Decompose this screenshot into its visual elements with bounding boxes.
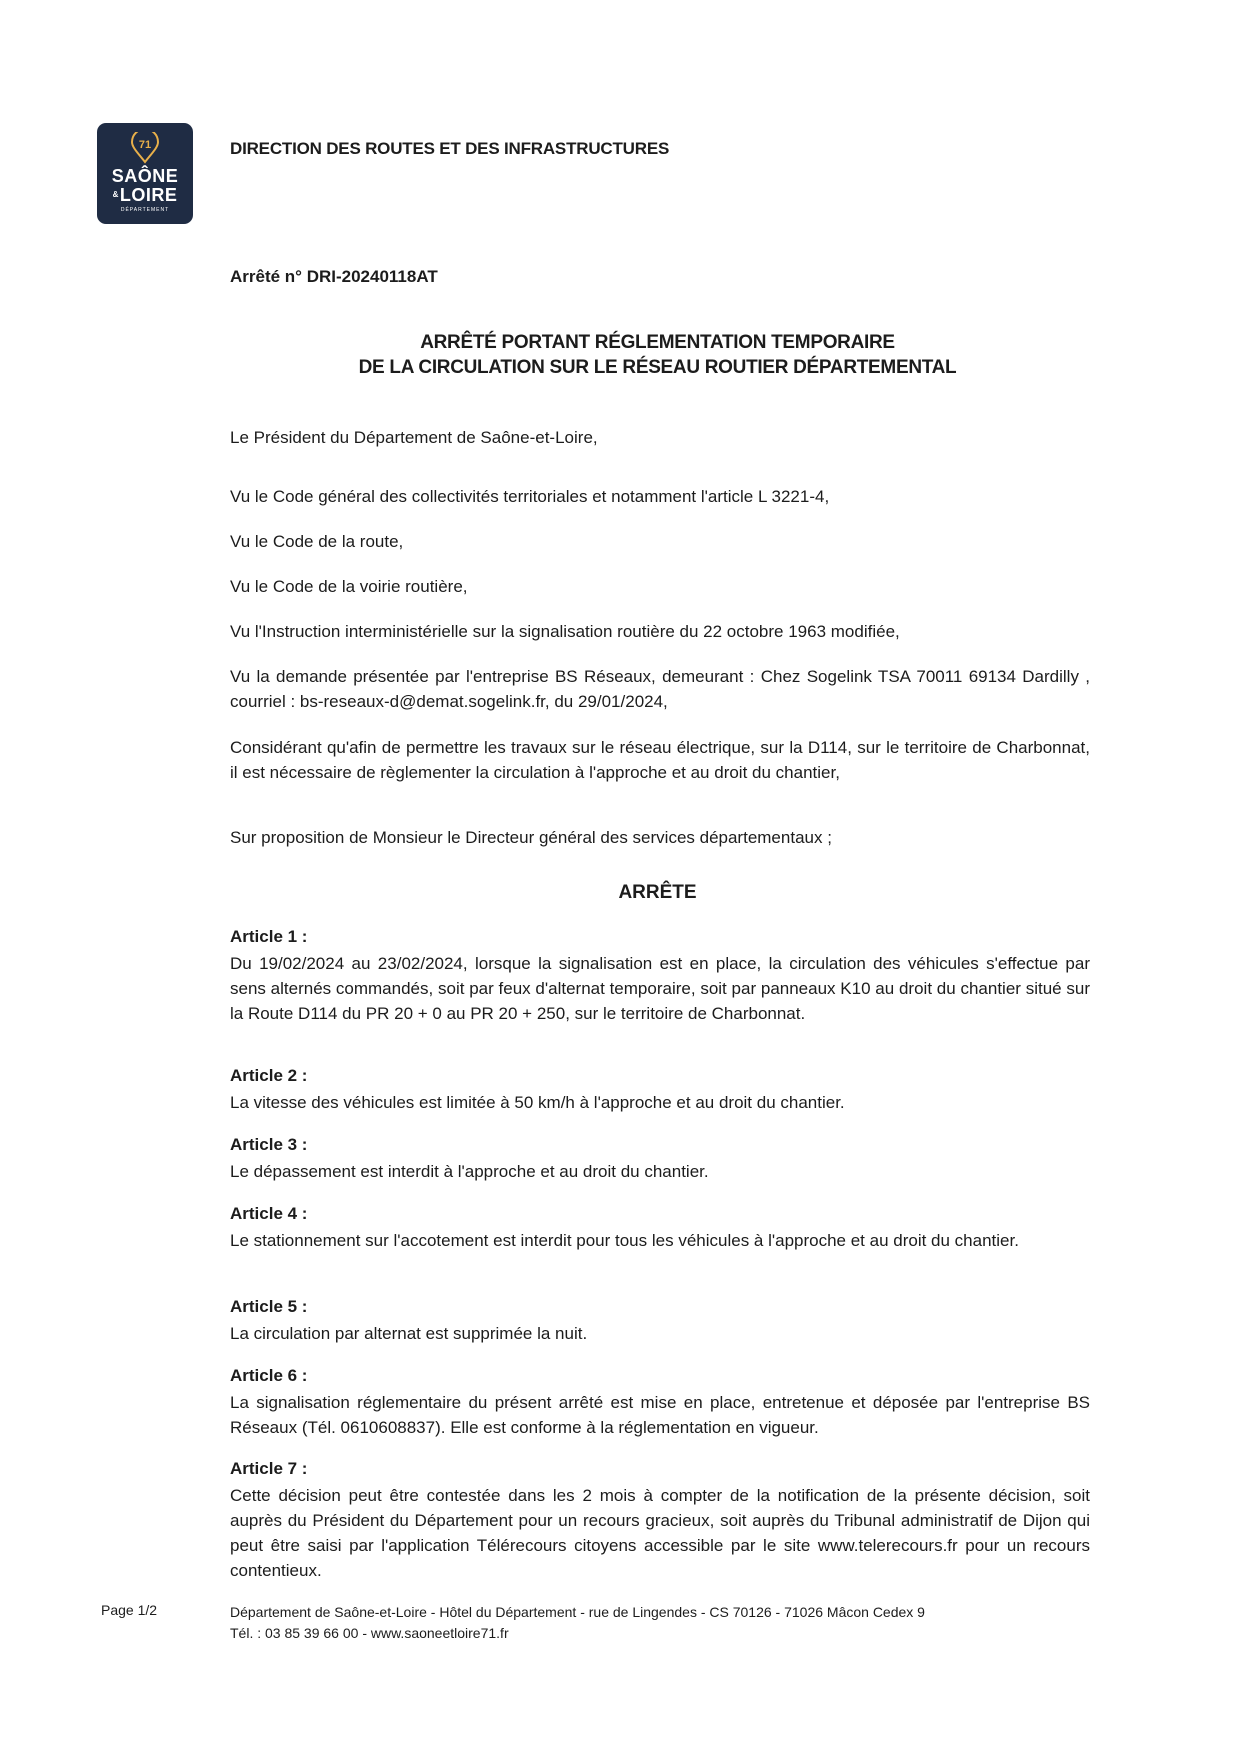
article-2-text: La vitesse des véhicules est limitée à 50 km/h à l'approche et au droit du chantier. [230, 1093, 845, 1112]
article-5-title: Article 5 : [230, 1297, 308, 1316]
map-pin-icon [130, 132, 160, 164]
document-title-line-2: DE LA CIRCULATION SUR LE RÉSEAU ROUTIER DÉPARTEMENTAL [358, 357, 957, 378]
vu-code-voirie: Vu le Code de la voirie routière, [230, 577, 468, 596]
article-3-title: Article 3 : [230, 1135, 308, 1154]
vu-instruction: Vu l'Instruction interministérielle sur la signalisation routière du 22 octobre 1963 modifiée, [230, 622, 900, 641]
footer-contact: Tél. : 03 85 39 66 00 - www.saoneetloire71.fr [230, 1625, 509, 1641]
direction-heading: DIRECTION DES ROUTES ET DES INFRASTRUCTURES [230, 139, 670, 158]
vu-code-route: Vu le Code de la route, [230, 532, 404, 551]
logo-ampersand: & [112, 190, 119, 199]
article-2-title: Article 2 : [230, 1066, 308, 1085]
footer-address-block [230, 1602, 1130, 1644]
department-logo [97, 123, 193, 224]
logo-line-saone: SAÔNE [111, 166, 179, 186]
article-4-title: Article 4 : [230, 1204, 308, 1223]
page-number: Page 1/2 [101, 1602, 158, 1618]
logo-line-departement: DÉPARTEMENT [120, 207, 170, 213]
document-title-line-1: ARRÊTÉ PORTANT RÉGLEMENTATION TEMPORAIRE [420, 332, 895, 353]
vu-cgct: Vu le Code général des collectivités territoriales et notamment l'article L 3221-4, [230, 487, 830, 506]
article-3-text: Le dépassement est interdit à l'approche et au droit du chantier. [230, 1162, 709, 1181]
article-7-text: Cette décision peut être contestée dans les 2 mois à compter de la notification de la présente décision, soit auprès du Président du Département pour un recours gracieux, soit auprès du Tribunal administratif de Dijon qui peut être saisi par l'application Télérecours citoyens accessible par le site www.telerecours.fr pour un recours contentieux. [230, 1486, 1090, 1580]
vu-demande: Vu la demande présentée par l'entreprise BS Réseaux, demeurant : Chez Sogelink TSA 70011 69134 Dardilly , courriel : bs-reseaux-d@demat.sogelink.fr, du 29/01/2024, [230, 667, 1090, 711]
proposition: Sur proposition de Monsieur le Directeur général des services départementaux ; [230, 828, 832, 847]
article-5-text: La circulation par alternat est supprimée la nuit. [230, 1324, 588, 1343]
article-4-text: Le stationnement sur l'accotement est interdit pour tous les véhicules à l'approche et au droit du chantier. [230, 1231, 1019, 1250]
footer-address: Département de Saône-et-Loire - Hôtel du Département - rue de Lingendes - CS 70126 - 71026 Mâcon Cedex 9 [230, 1604, 925, 1620]
article-7-title: Article 7 : [230, 1459, 308, 1478]
article-1-text: Du 19/02/2024 au 23/02/2024, lorsque la signalisation est en place, la circulation des véhicules s'effectue par sens alternés commandés, soit par feux d'alternat temporaire, soit par panneaux K10 au droit du chantier situé sur la Route D114 du PR 20 + 0 au PR 20 + 250, sur le territoire de Charbonnat. [230, 954, 1090, 1023]
article-1-title: Article 1 : [230, 927, 308, 946]
logo-line-loire [97, 186, 193, 204]
article-6-text: La signalisation réglementaire du présent arrêté est mise en place, entretenue et déposée par l'entreprise BS Réseaux (Tél. 0610608837). Elle est conforme à la réglementation en vigueur. [230, 1393, 1090, 1437]
logo-emblem-number: 71 [138, 139, 152, 151]
logo-loire-text: LOIRE [119, 185, 178, 205]
considerant: Considérant qu'afin de permettre les travaux sur le réseau électrique, sur la D114, sur le territoire de Charbonnat, il est nécessaire de règlementer la circulation à l'approche et au droit du chantier, [230, 738, 1090, 782]
president-line: Le Président du Département de Saône-et-Loire, [230, 428, 598, 447]
article-6-title: Article 6 : [230, 1366, 308, 1385]
arrete-reference: Arrêté n° DRI-20240118AT [230, 267, 438, 286]
arrete-heading: ARRÊTE [618, 882, 697, 903]
